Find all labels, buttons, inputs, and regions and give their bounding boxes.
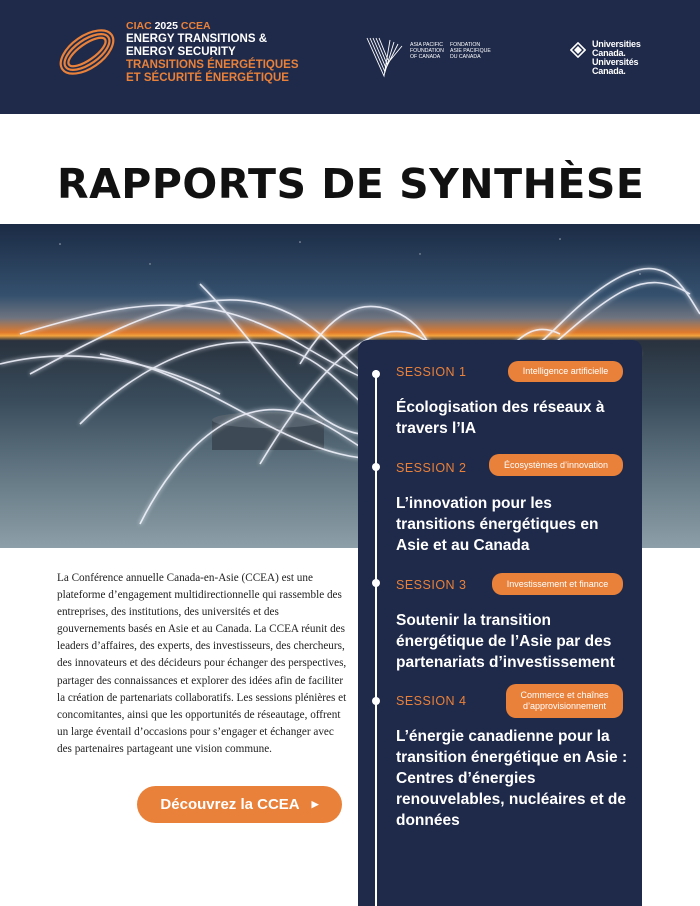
title-en-line2: ENERGY SECURITY xyxy=(126,46,236,58)
apf-fr-line2: ASIE PACIFIQUE xyxy=(450,48,491,54)
apf-en-line1: ASIA PACIFIC xyxy=(410,42,444,48)
apf-mark-icon xyxy=(366,36,404,78)
uc-line1: Universities xyxy=(592,39,641,49)
session-2-label: SESSION 2 xyxy=(396,461,467,475)
apf-fr-line3: DU CANADA xyxy=(450,54,481,60)
session-2-tag: Écosystèmes d’innovation xyxy=(489,454,623,476)
uc-line4: Canada. xyxy=(592,66,626,76)
play-arrow-icon: ▶ xyxy=(311,799,319,809)
session-1-tag: Intelligence artificielle xyxy=(508,361,623,382)
conference-name xyxy=(126,20,299,85)
apf-en-line2: FOUNDATION xyxy=(410,48,444,54)
title-en-line1: ENERGY TRANSITIONS & xyxy=(126,33,267,45)
session-3-title: Soutenir la transition énergétique de l’Asie par des partenariats d’investissement xyxy=(396,612,615,671)
session-1-label: SESSION 1 xyxy=(396,365,467,379)
year-label: 2025 xyxy=(154,20,178,32)
ciac-label: CIAC xyxy=(126,20,152,32)
session-2-title: L’innovation pour les transitions énergétiques en Asie et au Canada xyxy=(396,495,599,554)
title-fr-line2: ET SÉCURITÉ ÉNERGÉTIQUE xyxy=(126,72,289,84)
title-fr-line1: TRANSITIONS ÉNERGÉTIQUES xyxy=(126,59,299,71)
apf-en-line3: OF CANADA xyxy=(410,54,441,60)
timeline-dot-1 xyxy=(372,370,380,378)
page-title: RAPPORTS DE SYNTHÈSE xyxy=(57,160,645,208)
ciac-rings-logo-icon xyxy=(52,22,122,82)
conference-year xyxy=(126,20,299,33)
ccea-label: CCEA xyxy=(180,20,211,32)
session-3-tag: Investissement et finance xyxy=(492,573,623,595)
timeline-dot-3 xyxy=(372,579,380,587)
header-banner xyxy=(0,0,700,114)
uc-diamond-icon xyxy=(570,42,586,58)
timeline-line xyxy=(375,370,377,906)
session-4-title: L’énergie canadienne pour la transition énergétique en Asie : Centres d’énergies renouvelables, nucléaires et de données xyxy=(396,728,628,829)
session-4-tag: Commerce et chaînes d’approvisionnement xyxy=(506,684,623,718)
uc-line2: Canada. xyxy=(592,48,626,58)
session-3-label: SESSION 3 xyxy=(396,578,467,592)
cta-label: Découvrez la CCEA xyxy=(160,796,300,813)
session-4-label: SESSION 4 xyxy=(396,694,467,708)
timeline-dot-4 xyxy=(372,697,380,705)
session-1-title: Écologisation des réseaux à travers l’IA xyxy=(396,399,605,437)
timeline-dot-2 xyxy=(372,463,380,471)
intro-paragraph: La Conférence annuelle Canada-en-Asie (CCEA) est une plateforme d’engagement multidirectionnelle qui rassemble des entreprises, des institutions, des universités et des gouvernements basés en Asie et au Canada. La CCEA réunit des leaders d’affaires, des experts, des investisseurs, des chercheurs, des innovateurs et des décideurs pour échanger des perspectives, partager des connaissances et explorer des idées afin de faciliter la création de partenariats collaboratifs. Les sessions plénières et concomitantes, ainsi que les opportunités de réseautage, offrent un large éventail d’occasions pour s’engager et échanger avec des partenaires partageant une vision commune. xyxy=(57,572,347,755)
discover-ccea-button[interactable] xyxy=(137,786,342,823)
apf-fr-line1: FONDATION xyxy=(450,42,481,48)
uc-line3: Universités xyxy=(592,57,639,67)
